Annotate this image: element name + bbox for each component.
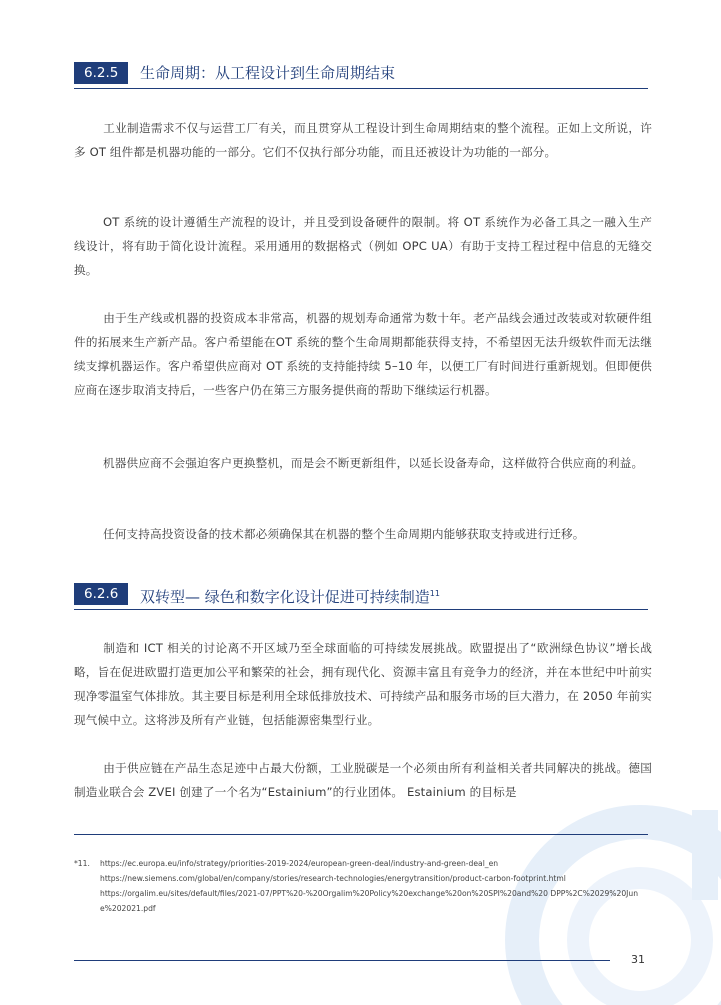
paragraph: 由于供应链在产品生态足迹中占最大份额，工业脱碳是一个必须由所有利益相关者共同解决的挑战。德国制造业联合会 ZVEI 创建了一个名为“Estainium”的行业团体。 Estainium 的目标是	[74, 761, 652, 799]
footnotes	[74, 856, 644, 916]
page-number: 31	[631, 953, 645, 966]
footnote-link[interactable]: https://orgalim.eu/sites/default/files/2021-07/PPT%20-%20Orgalim%20Policy%20exchange%20on%20SPI%20and%20 DPP%2C%2029%20June%202021.pdf	[100, 889, 639, 913]
footnote-reference: 11	[429, 589, 440, 598]
paragraph: OT 系统的设计遵循生产流程的设计，并且受到设备硬件的限制。将 OT 系统作为必备工具之一融入生产线设计，将有助于简化设计流程。采用通用的数据格式（例如 OPC UA）有助于支持工程过程中信息的无缝交换。	[74, 215, 652, 277]
paragraph: 由于生产线或机器的投资成本非常高，机器的规划寿命通常为数十年。老产品线会通过改装或对软硬件组件的拓展来生产新产品。客户希望能在OT 系统的整个生命周期都能获得支持，不希望因无法升级软件而无法继续支撑机器运作。客户希望供应商对 OT 系统的支持能持续 5–10 年，以便工厂有时间进行重新规划。但即便供应商在逐步取消支持后，一些客户仍在第三方服务提供商的帮助下继续运行机器。	[74, 311, 652, 397]
footnote-marker: *11.	[74, 859, 90, 868]
section-number: 6.2.5	[74, 62, 128, 84]
paragraph: 制造和 ICT 相关的讨论离不开区域乃至全球面临的可持续发展挑战。欧盟提出了“欧洲绿色协议”增长战略，旨在促进欧盟打造更加公平和繁荣的社会，拥有现代化、资源丰富且有竞争力的经济，并在本世纪中叶前实现净零温室气体排放。其主要目标是利用全球低排放技术、可持续产品和服务市场的巨大潜力，在 2050 年前实现气候中立。这将涉及所有产业链，包括能源密集型行业。	[74, 641, 652, 727]
footer-divider	[74, 960, 610, 961]
section-title: 生命周期：从工程设计到生命周期结束	[140, 64, 396, 82]
footnote-divider	[74, 834, 648, 835]
section-header	[74, 583, 648, 610]
paragraph: 工业制造需求不仅与运营工厂有关，而且贯穿从工程设计到生命周期结束的整个流程。正如上文所说，许多 OT 组件都是机器功能的一部分。它们不仅执行部分功能，而且还被设计为功能的一部分。	[74, 121, 652, 159]
section-number: 6.2.6	[74, 583, 128, 605]
footnote-link[interactable]: https://ec.europa.eu/info/strategy/priorities-2019-2024/european-green-deal/industry-and-green-deal_en	[100, 859, 499, 868]
paragraph: 任何支持高投资设备的技术都必须确保其在机器的整个生命周期内能够获取支持或进行迁移。	[103, 527, 585, 541]
paragraph: 机器供应商不会强迫客户更换整机，而是会不断更新组件，以延长设备寿命，这样做符合供应商的利益。	[103, 456, 644, 470]
section-title: 双转型— 绿色和数字化设计促进可持续制造$^{11}$	[140, 588, 440, 606]
footnote-link[interactable]: https://new.siemens.com/global/en/company/stories/research-technologies/energytransition/product-carbon-footprint.html	[100, 874, 566, 883]
section-header	[74, 62, 648, 89]
